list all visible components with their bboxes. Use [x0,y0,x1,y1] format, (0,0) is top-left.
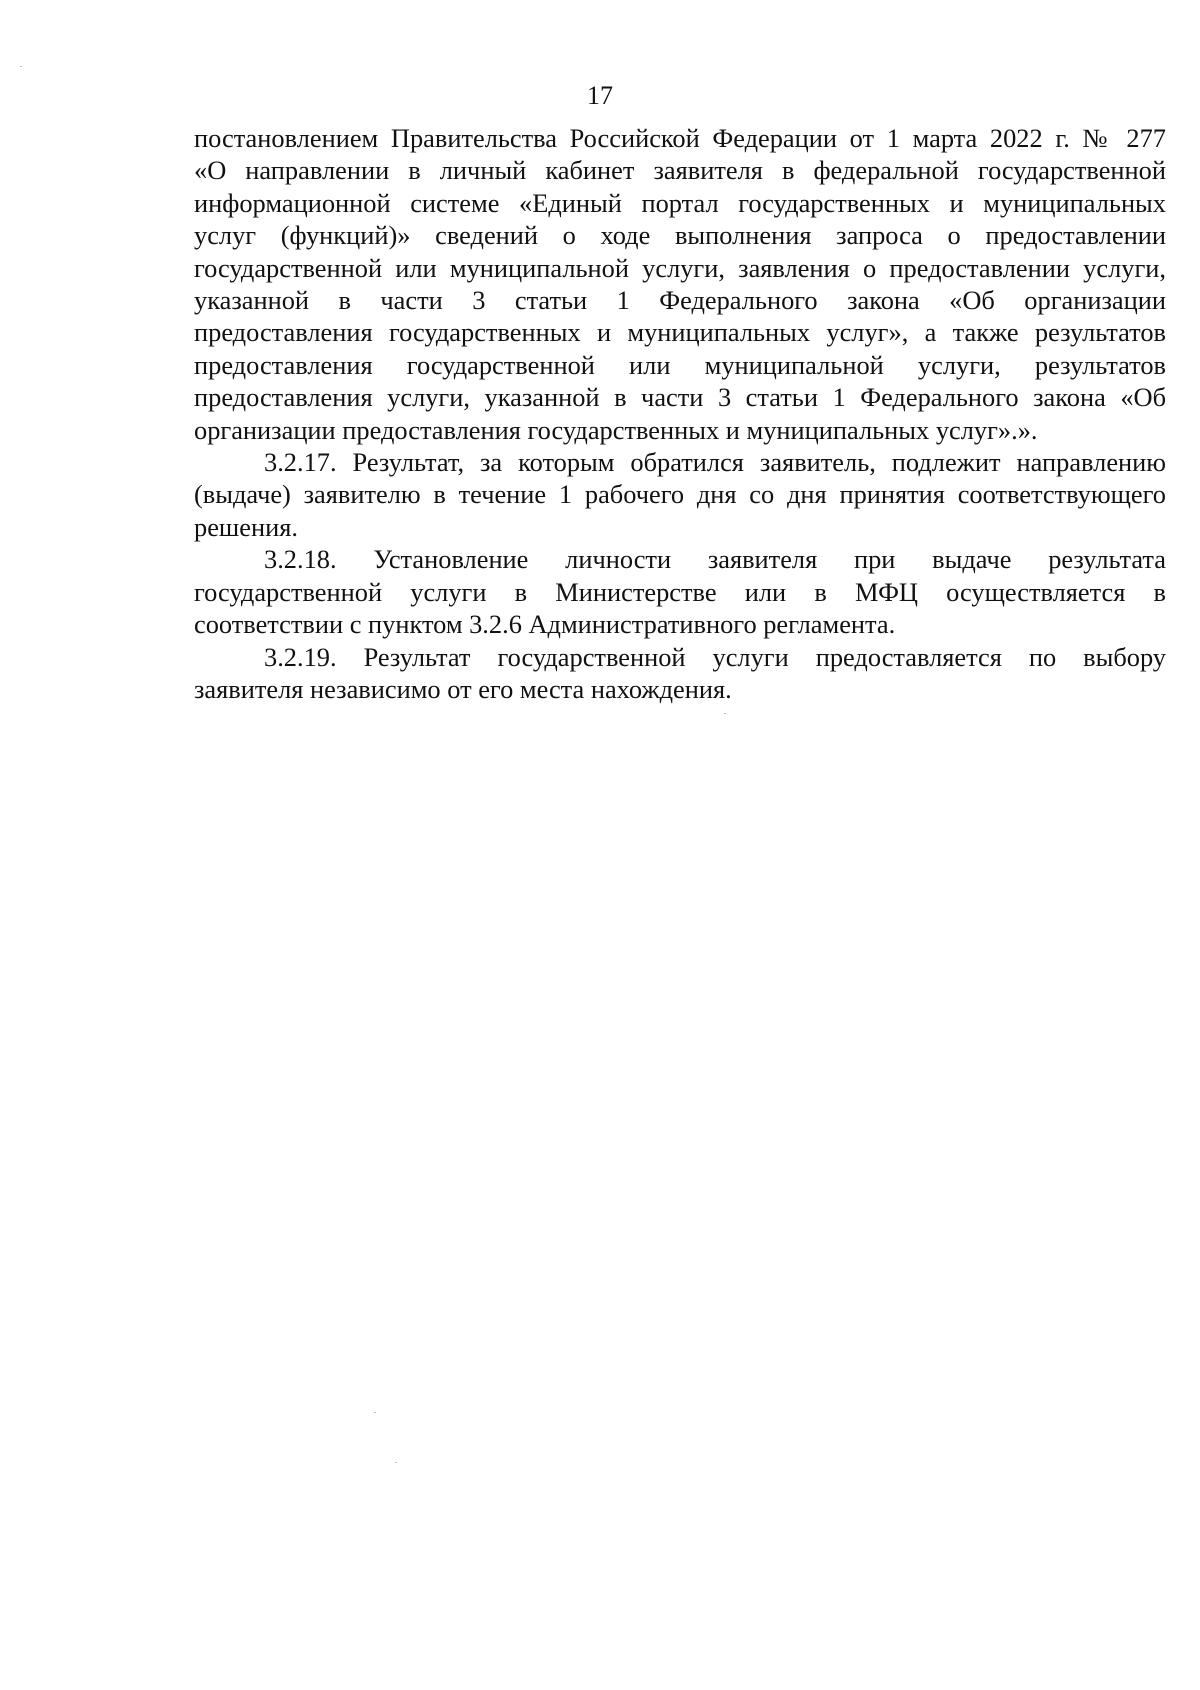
scan-speck [374,1412,376,1413]
text-line: решения. [194,511,298,542]
text-line: государственной услуги в Министерстве или в МФЦ осуществляется в [194,576,1166,607]
text-line: предоставления государственных и муниципальных услуг», а также результатов [194,317,1166,348]
text-line: указанной в части 3 статьи 1 Федерального закона «Об организации [194,285,1166,316]
scan-speck [395,1462,397,1463]
text-line: организации предоставления государственных и муниципальных услуг».». [194,414,1038,445]
text-line: 3.2.19. Результат государственной услуги предоставляется по выбору [264,641,1166,672]
text-line: государственной или муниципальной услуги, заявления о предоставлении услуги, [194,252,1166,283]
text-line: предоставления услуги, указанной в части 3 статьи 1 Федерального закона «Об [194,382,1166,413]
text-line: заявителя независимо от его места нахождения. [194,673,732,704]
text-line: 3.2.18. Установление личности заявителя при выдаче результата [264,544,1166,575]
text-line: соответствии с пунктом 3.2.6 Административного регламента. [194,609,896,640]
scan-speck [20,66,22,67]
text-line: постановлением Правительства Российской Федерации от 1 марта 2022 г. № 277 [194,123,1166,153]
text-line: (выдаче) заявителю в течение 1 рабочего дня со дня принятия соответствующего [194,479,1166,510]
text-line: предоставления государственной или муниципальной услуги, результатов [194,349,1166,380]
text-line: 3.2.17. Результат, за которым обратился заявитель, подлежит направлению [264,447,1166,478]
text-line: информационной системе «Единый портал государственных и муниципальных [194,187,1166,218]
text-line: «О направлении в личный кабинет заявителя в федеральной государственной [194,155,1166,186]
page-number: 17 [587,81,613,110]
scan-speck [724,713,726,714]
text-line: услуг (функций)» сведений о ходе выполнения запроса о предоставлении [194,220,1166,251]
document-text [194,122,1166,705]
